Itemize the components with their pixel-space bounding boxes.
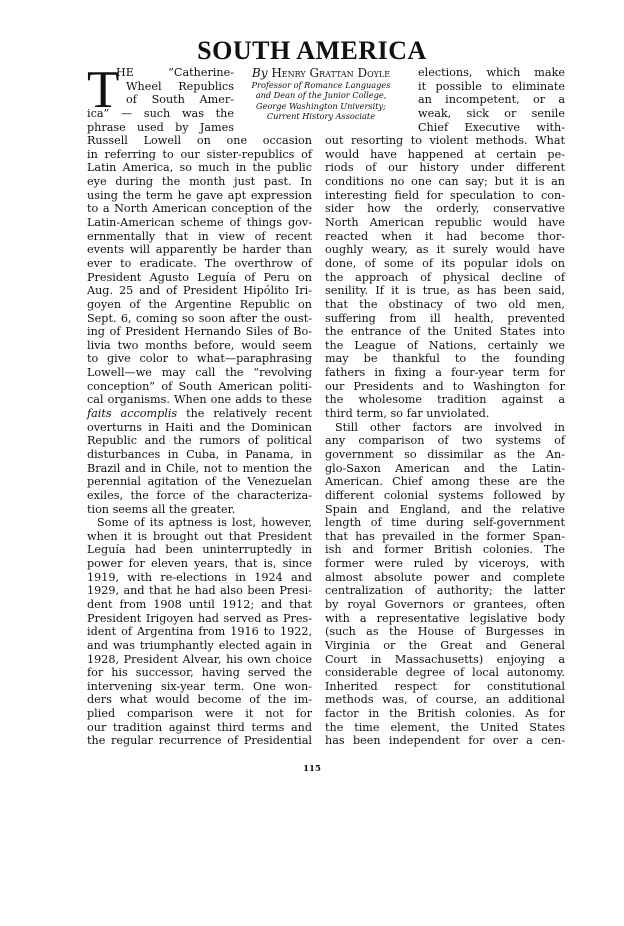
text-line: Inherited respect for constitutional: [325, 679, 565, 693]
article-title: SOUTH AMERICA: [197, 36, 427, 65]
text-line: and was triumphantly elected again in: [87, 638, 312, 652]
text-line: dent from 1908 until 1912; and that: [87, 597, 312, 611]
text-line: with a representative legislative body: [325, 611, 565, 625]
text-line: intervening six-year term. One won-: [87, 679, 312, 693]
text-line: factor in the British colonies. As for: [325, 707, 565, 721]
text-line: events will apparently be harder than: [87, 243, 312, 257]
drop-cap: T: [87, 61, 120, 119]
by-prefix: By: [251, 66, 272, 80]
text-line: the approach of physical decline of: [325, 270, 565, 284]
text-line: that has prevailed in the former Span-: [325, 529, 565, 543]
text-line: our tradition against third terms and: [87, 720, 312, 734]
text-line: livia two months before, would seem: [87, 338, 312, 352]
text-fragment: the relatively recent: [177, 407, 312, 421]
text-line: overturns in Haiti and the Dominican: [87, 420, 312, 434]
text-line: ders what would become of the im-: [87, 693, 312, 707]
page-number: 115: [303, 764, 321, 774]
text-line: interesting field for speculation to con-: [325, 188, 565, 202]
text-line: disturbances in Cuba, in Panama, in: [87, 447, 312, 461]
text-line: third term, so far unviolated.: [325, 407, 490, 421]
text-line: for his successor, having served the: [87, 666, 312, 680]
text-line: the time element, the United States: [325, 720, 565, 734]
text-line: the regular recurrence of Presidential: [87, 734, 312, 748]
text-line: 1919, with re-elections in 1924 and: [87, 570, 312, 584]
text-line: 1928, President Alvear, his own choice: [87, 652, 312, 666]
text-line: power for eleven years, that is, since: [87, 557, 312, 571]
text-line: centralization of authority; the latter: [325, 584, 565, 598]
text-line: sider how the orderly, conservative: [325, 202, 565, 216]
text-line: Some of its aptness is lost, however,: [97, 516, 312, 530]
text-line: it possible to eliminate: [418, 79, 565, 93]
text-line: Lowell—we may call the “revolving: [87, 366, 312, 380]
text-line: conception” of South American politi-: [87, 379, 312, 393]
text-line: to a North American conception of the: [87, 202, 312, 216]
text-line: former were ruled by viceroys, with: [325, 557, 565, 571]
text-line: ever to eradicate. The overthrow of: [87, 256, 312, 270]
text-line: any comparison of two systems of: [325, 434, 565, 448]
text-line: Virginia or the Great and General: [325, 638, 565, 652]
text-line: weak, sick or senile: [418, 106, 565, 120]
text-line: conditions no one can say; but it is an: [325, 175, 565, 189]
author-name: Henry Grattan Doyle: [271, 66, 391, 80]
text-line: almost absolute power and complete: [325, 570, 565, 584]
text-line: Chief Executive with-: [418, 120, 565, 134]
text-line: HE “Catherine-: [116, 66, 234, 79]
text-line: ernmentally that in view of recent: [87, 229, 312, 243]
affiliation-line: Professor of Romance Languages: [251, 80, 391, 90]
text-line: Sept. 6, coming so soon after the oust-: [87, 311, 312, 325]
text-line: different colonial systems followed by: [325, 488, 565, 502]
text-line: 1929, and that he had also been Presi-: [87, 584, 312, 598]
text-line: ident of Argentina from 1916 to 1922,: [87, 625, 312, 639]
text-line: methods was, of course, an additional: [325, 693, 565, 707]
text-line: to give color to what—paraphrasing: [87, 352, 312, 366]
text-line: President Irigoyen had served as Pres-: [87, 611, 312, 625]
text-line: when it is brought out that President: [87, 529, 312, 543]
text-line: senility. If it is true, as has been said,: [325, 284, 565, 298]
text-line: the entrance of the United States into: [325, 325, 565, 339]
right-column: [325, 66, 565, 748]
italic-phrase: faits accomplis: [87, 407, 178, 421]
text-line: fathers in fixing a four-year term for: [325, 366, 565, 380]
text-line: an incompetent, or a: [418, 93, 565, 107]
text-line: North American republic would have: [325, 216, 565, 230]
affiliation-line: and Dean of the Junior College,: [255, 90, 387, 101]
text-line-italic: [87, 407, 312, 421]
text-line: government so dissimilar as the An-: [325, 447, 565, 461]
text-line: Wheel Republics: [126, 79, 234, 93]
text-line: reacted when it had become thor-: [325, 229, 565, 243]
text-line: the wholesome tradition against a: [325, 393, 565, 407]
left-column: [87, 61, 312, 748]
text-line: ica” — such was the: [87, 106, 234, 120]
text-line: our Presidents and to Washington for: [325, 379, 565, 393]
text-line: suffering from ill health, prevented: [325, 311, 565, 325]
text-line: oughly weary, as it surely would have: [325, 243, 565, 257]
text-line: President Agusto Leguía of Peru on: [87, 270, 312, 284]
text-line: plied comparison were it not for: [87, 707, 312, 721]
text-line: may be thankful to the founding: [325, 352, 565, 366]
text-line: elections, which make: [418, 66, 565, 79]
text-line: would have happened at certain pe-: [325, 147, 565, 161]
affiliation-line: George Washington University;: [256, 100, 386, 111]
text-line: glo-Saxon American and the Latin-: [325, 461, 565, 475]
text-line: considerable degree of local autonomy.: [325, 666, 565, 680]
text-line: by royal Governors or grantees, often: [325, 597, 565, 611]
text-line: done, of some of its popular idols on: [325, 256, 565, 270]
text-line: American. Chief among these are the: [325, 475, 565, 489]
text-line: of South Amer-: [126, 93, 234, 107]
text-line: (such as the House of Burgesses in: [325, 625, 565, 639]
text-line: the League of Nations, certainly we: [325, 338, 565, 352]
text-line: riods of our history under different: [325, 161, 565, 175]
affiliation-line: Current History Associate: [266, 111, 376, 122]
text-line: Latin America, so much in the public: [87, 161, 312, 175]
text-line: Court in Massachusetts) enjoying a: [325, 652, 565, 666]
text-line: ish and former British colonies. The: [325, 543, 565, 557]
text-line: Brazil and in Chile, not to mention the: [87, 461, 312, 475]
text-line: eye during the month just past. In: [87, 175, 312, 189]
text-line: Russell Lowell on one occasion: [87, 134, 312, 148]
text-line: has been independent for over a cen-: [325, 734, 565, 748]
text-line: Republic and the rumors of political: [87, 434, 312, 448]
text-line: out resorting to violent methods. What: [325, 134, 565, 148]
text-line: goyen of the Argentine Republic on: [87, 297, 312, 311]
text-line: Latin-American scheme of things gov-: [87, 216, 312, 230]
text-line: using the term he gave apt expression: [87, 188, 312, 202]
text-line: Spain and England, and the relative: [325, 502, 565, 516]
text-line: perennial agitation of the Venezuelan: [87, 475, 312, 489]
text-line: ing of President Hernando Siles of Bo-: [87, 325, 312, 339]
text-line: exiles, the force of the characteriza-: [87, 488, 312, 502]
text-line: cal organisms. When one adds to these: [87, 393, 312, 407]
text-line: tion seems all the greater.: [87, 502, 236, 516]
text-line: in referring to our sister-republics of: [87, 147, 312, 161]
text-line: Still other factors are involved in: [335, 420, 565, 434]
text-line: Leguía had been uninterruptedly in: [87, 543, 312, 557]
text-line: length of time during self-government: [325, 516, 565, 530]
text-line: Aug. 25 and of President Hipólito Iri-: [87, 284, 312, 298]
text-line: phrase used by James: [87, 120, 234, 134]
text-line: that the obstinacy of two old men,: [325, 297, 565, 311]
